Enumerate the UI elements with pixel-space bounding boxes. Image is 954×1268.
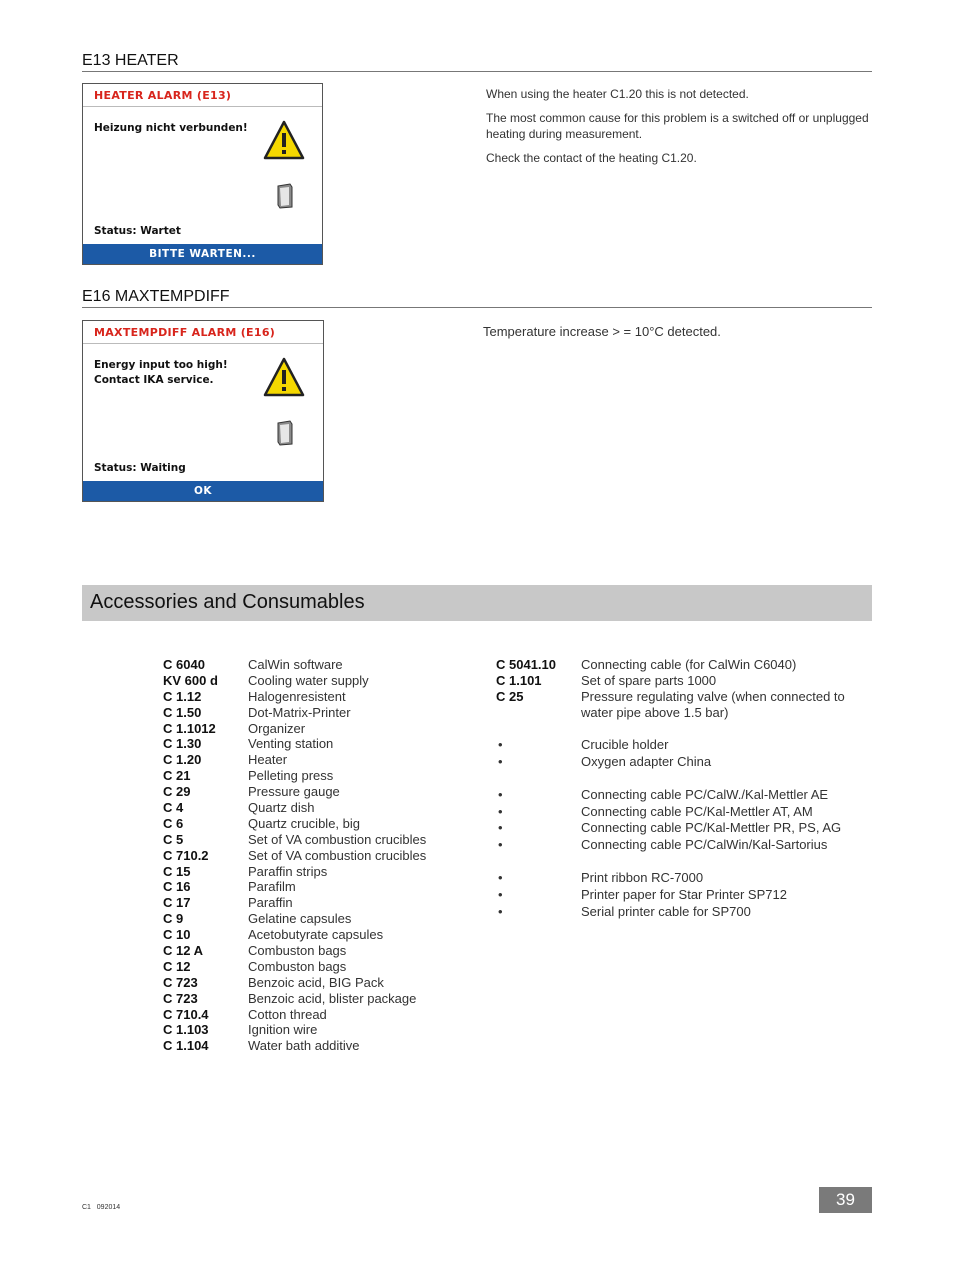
bullet-mark: •: [498, 886, 503, 902]
alarm-message-line: Energy input too high!: [94, 359, 228, 371]
accessory-row: [163, 975, 463, 991]
bullet-mark: •: [498, 803, 503, 819]
accessory-row: [163, 943, 463, 959]
alarm-screen-e13: [82, 83, 323, 265]
accessory-bullet-row: [496, 870, 872, 887]
accessory-row: [163, 752, 463, 768]
accessory-label: Benzoic acid, blister package: [248, 990, 417, 1006]
accessory-row: [496, 657, 872, 673]
alarm-status: Status: Waiting: [94, 462, 186, 474]
accessory-row: [163, 721, 463, 737]
accessory-label: CalWin software: [248, 657, 343, 672]
accessories-list-right: [496, 657, 872, 920]
ok-button[interactable]: OK: [83, 481, 323, 501]
accessory-label: Connecting cable PC/Kal-Mettler AT, AM: [581, 803, 813, 819]
description-paragraph: The most common cause for this problem is a switched off or unplugged heating during measurement.: [486, 111, 869, 141]
accessory-code-empty: [496, 705, 581, 721]
accessory-label: Quartz dish: [248, 800, 315, 816]
accessories-bullet-list: [496, 721, 872, 921]
wait-button[interactable]: BITTE WARTEN...: [83, 244, 322, 264]
alarm-title: HEATER ALARM (E13): [83, 84, 322, 107]
alarm-screen-e16: [82, 320, 324, 502]
accessory-row: [163, 1022, 463, 1038]
group-spacer: [496, 770, 872, 787]
bullet-mark: •: [498, 870, 503, 886]
accessory-label: Oxygen adapter China: [581, 753, 712, 769]
accessory-code: C 16: [163, 879, 191, 895]
accessory-label: Connecting cable PC/CalWin/Kal-Sartorius: [581, 837, 828, 852]
accessory-code: C 1.1012: [163, 720, 216, 736]
description-paragraph: Check the contact of the heating C1.20.: [486, 151, 697, 165]
bullet-mark: •: [498, 786, 503, 802]
accessory-code: C 1.30: [163, 736, 202, 752]
accessory-label: Print ribbon RC-7000: [581, 870, 704, 886]
accessory-label: Set of spare parts 1000: [581, 672, 717, 688]
accessory-code: C 723: [163, 974, 198, 990]
accessory-row: [163, 816, 463, 832]
accessory-code: C 10: [163, 927, 191, 943]
accessory-label: Venting station: [248, 736, 334, 752]
accessory-label: Organizer: [248, 720, 306, 736]
accessory-code: C 25: [496, 688, 524, 704]
section-heading-e13: E13 HEATER: [82, 52, 872, 72]
accessory-code: C 29: [163, 784, 191, 800]
accessories-title: Accessories and Consumables: [90, 591, 365, 613]
accessory-code: KV 600 d: [163, 672, 218, 688]
accessory-code: C 710.2: [163, 847, 209, 863]
accessory-bullet-row: [496, 837, 872, 854]
alarm-message-line: Heizung nicht verbunden!: [94, 122, 248, 134]
accessory-row: [163, 657, 463, 673]
accessory-row: [163, 848, 463, 864]
accessory-code: C 15: [163, 863, 191, 879]
accessory-row: [163, 991, 463, 1007]
accessory-label: Combuston bags: [248, 958, 347, 974]
accessory-row: [163, 673, 463, 689]
group-spacer: [496, 854, 872, 871]
accessory-label: Combuston bags: [248, 943, 347, 959]
accessory-code: C 12 A: [163, 943, 203, 959]
accessory-label: Dot-Matrix-Printer: [248, 704, 351, 720]
device-icon: [277, 420, 293, 446]
bullet-mark: •: [498, 737, 503, 753]
accessory-code: C 6: [163, 815, 184, 831]
accessory-bullet-row: [496, 804, 872, 821]
doc-reference: C1 092014: [82, 1204, 121, 1211]
accessory-code: C 1.12: [163, 688, 202, 704]
accessory-row: [163, 911, 463, 927]
accessories-list-left: [163, 657, 463, 1054]
description-paragraph: Temperature increase > = 10°C detected.: [483, 324, 721, 339]
bullet-mark: •: [498, 753, 503, 769]
accessory-label: Serial printer cable for SP700: [581, 903, 751, 919]
accessory-label: Printer paper for Star Printer SP712: [581, 886, 787, 902]
accessory-row: [163, 927, 463, 943]
accessory-label: Paraffin: [248, 895, 293, 911]
page-number: 39: [819, 1187, 872, 1213]
accessory-label: water pipe above 1.5 bar): [581, 704, 729, 720]
accessory-bullet-row: [496, 820, 872, 837]
accessory-row: [163, 784, 463, 800]
accessory-code: C 9: [163, 911, 184, 927]
accessory-label: Pelleting press: [248, 768, 334, 784]
accessory-row: [163, 768, 463, 784]
group-spacer: [496, 721, 872, 738]
accessory-label: Connecting cable PC/CalW./Kal-Mettler AE: [581, 786, 829, 802]
accessory-row: [163, 705, 463, 721]
accessory-code: C 5041.10: [496, 657, 556, 672]
accessory-code: C 1.50: [163, 704, 202, 720]
accessory-label: Water bath additive: [248, 1038, 360, 1054]
accessory-label: Connecting cable (for CalWin C6040): [581, 657, 797, 672]
accessory-code: C 723: [163, 990, 198, 1006]
description-paragraph: When using the heater C1.20 this is not detected.: [486, 87, 749, 101]
alarm-title: MAXTEMPDIFF ALARM (E16): [83, 321, 323, 344]
accessories-banner: [82, 585, 872, 621]
accessory-label: Set of VA combustion crucibles: [248, 831, 427, 847]
accessory-label: Crucible holder: [581, 737, 669, 753]
accessory-bullet-row: [496, 737, 872, 754]
accessory-label: Pressure gauge: [248, 784, 340, 800]
device-icon: [277, 183, 293, 209]
warning-triangle-icon: [263, 357, 305, 397]
accessory-code: C 4: [163, 800, 184, 816]
accessory-row: [496, 689, 872, 705]
accessory-row: [163, 689, 463, 705]
accessory-label: Heater: [248, 752, 288, 768]
accessory-code: C 710.4: [163, 1006, 209, 1022]
alarm-message: [94, 121, 248, 136]
bullet-mark: •: [498, 820, 503, 836]
accessory-code: C 1.20: [163, 752, 202, 768]
accessory-label: Cooling water supply: [248, 672, 369, 688]
accessory-row: [163, 1007, 463, 1023]
accessory-row: [163, 895, 463, 911]
accessory-row-continued: [496, 705, 872, 721]
accessory-code: C 1.104: [163, 1038, 209, 1054]
accessory-row: [163, 1038, 463, 1054]
accessory-code: C 21: [163, 768, 191, 784]
accessory-code: C 5: [163, 831, 184, 847]
bullet-mark: •: [498, 903, 503, 919]
accessories-coded-list: [496, 657, 872, 721]
bullet-mark: •: [498, 837, 503, 852]
description-e13: [486, 86, 872, 174]
accessory-row: [163, 832, 463, 848]
accessory-label: Paraffin strips: [248, 863, 328, 879]
alarm-message: [94, 358, 228, 388]
accessory-bullet-row: [496, 787, 872, 804]
accessory-bullet-row: [496, 887, 872, 904]
accessory-label: Connecting cable PC/Kal-Mettler PR, PS, AG: [581, 820, 842, 836]
alarm-status: Status: Wartet: [94, 225, 181, 237]
accessory-code: C 17: [163, 895, 191, 911]
accessory-label: Benzoic acid, BIG Pack: [248, 974, 384, 990]
accessory-row: [163, 959, 463, 975]
accessory-row: [496, 673, 872, 689]
accessory-code: C 1.103: [163, 1022, 209, 1038]
accessory-code: C 1.101: [496, 672, 542, 688]
accessory-bullet-row: [496, 754, 872, 771]
description-e16: [483, 324, 869, 348]
section-heading-e16: E16 MAXTEMPDIFF: [82, 288, 872, 308]
accessory-label: Halogenresistent: [248, 688, 346, 704]
accessory-row: [163, 736, 463, 752]
accessory-bullet-row: [496, 904, 872, 921]
warning-triangle-icon: [263, 120, 305, 160]
alarm-message-line: Contact IKA service.: [94, 374, 214, 386]
accessory-label: Acetobutyrate capsules: [248, 927, 384, 943]
accessory-code: C 6040: [163, 657, 205, 672]
accessory-label: Pressure regulating valve (when connected to: [581, 688, 845, 704]
accessory-row: [163, 800, 463, 816]
accessory-label: Gelatine capsules: [248, 911, 352, 927]
accessory-label: Parafilm: [248, 879, 296, 895]
accessory-label: Set of VA combustion crucibles: [248, 847, 427, 863]
accessory-code: C 12: [163, 958, 191, 974]
accessory-row: [163, 864, 463, 880]
accessory-label: Cotton thread: [248, 1006, 327, 1022]
accessory-row: [163, 879, 463, 895]
accessory-label: Ignition wire: [248, 1022, 318, 1038]
accessory-label: Quartz crucible, big: [248, 815, 360, 831]
